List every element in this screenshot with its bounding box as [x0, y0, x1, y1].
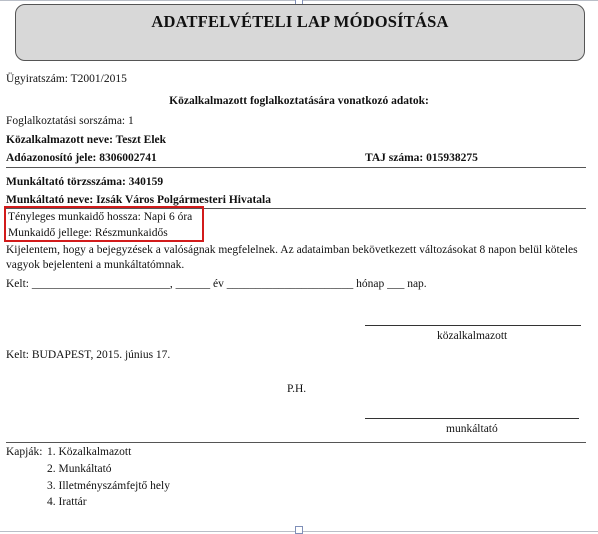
recipient-item: 1. Közalkalmazott — [47, 446, 132, 458]
divider-1 — [6, 167, 586, 168]
section-heading: Közalkalmazott foglalkoztatására vonatkozó adatok: — [169, 95, 429, 107]
recipient-item: 3. Illetményszámfejtő hely — [47, 480, 170, 492]
declaration-text: Kijelentem, hogy a bejegyzések a valóságnak megfelelnek. Az adataimban bekövetkezett változásokat 8 napon belül köteles vagyok bejelenteni a munkáltatómnak. — [6, 244, 578, 271]
work-type: Munkaidő jellege: Részmunkaidős — [8, 227, 168, 239]
taj-number: TAJ száma: 015938275 — [365, 152, 478, 164]
recipients-label: Kapják: — [6, 446, 43, 458]
ph-mark: P.H. — [287, 383, 307, 395]
employee-name: Közalkalmazott neve: Teszt Elek — [6, 134, 167, 146]
tax-id: Adóazonosító jele: 8306002741 — [6, 152, 157, 164]
date-issued: Kelt: BUDAPEST, 2015. június 17. — [6, 349, 171, 361]
document-title: ADATFELVÉTELI LAP MÓDOSÍTÁSA — [151, 12, 449, 31]
title-box — [15, 4, 585, 61]
date-template-line: Kelt: ________________________, ______ év ______________________ hónap ___ nap. — [6, 278, 427, 290]
recipient-item: 2. Munkáltató — [47, 463, 112, 475]
page-corner-marker-bottom — [295, 526, 303, 534]
employee-signature-label: közalkalmazott — [437, 330, 508, 342]
case-number: Ügyiratszám: T2001/2015 — [6, 73, 127, 85]
working-hours: Tényleges munkaidő hossza: Napi 6 óra — [8, 211, 193, 223]
employer-signature-line — [365, 418, 579, 419]
employer-name: Munkáltató neve: Izsák Város Polgármesteri Hivatala — [6, 194, 272, 206]
highlight-box — [4, 206, 204, 242]
divider-3 — [6, 442, 586, 443]
employer-registry: Munkáltató törzsszáma: 340159 — [6, 176, 164, 188]
employer-signature-label: munkáltató — [446, 423, 498, 435]
employment-serial: Foglalkoztatási sorszáma: 1 — [6, 115, 134, 127]
recipient-item: 4. Irattár — [47, 496, 87, 508]
employee-signature-line — [365, 325, 581, 326]
